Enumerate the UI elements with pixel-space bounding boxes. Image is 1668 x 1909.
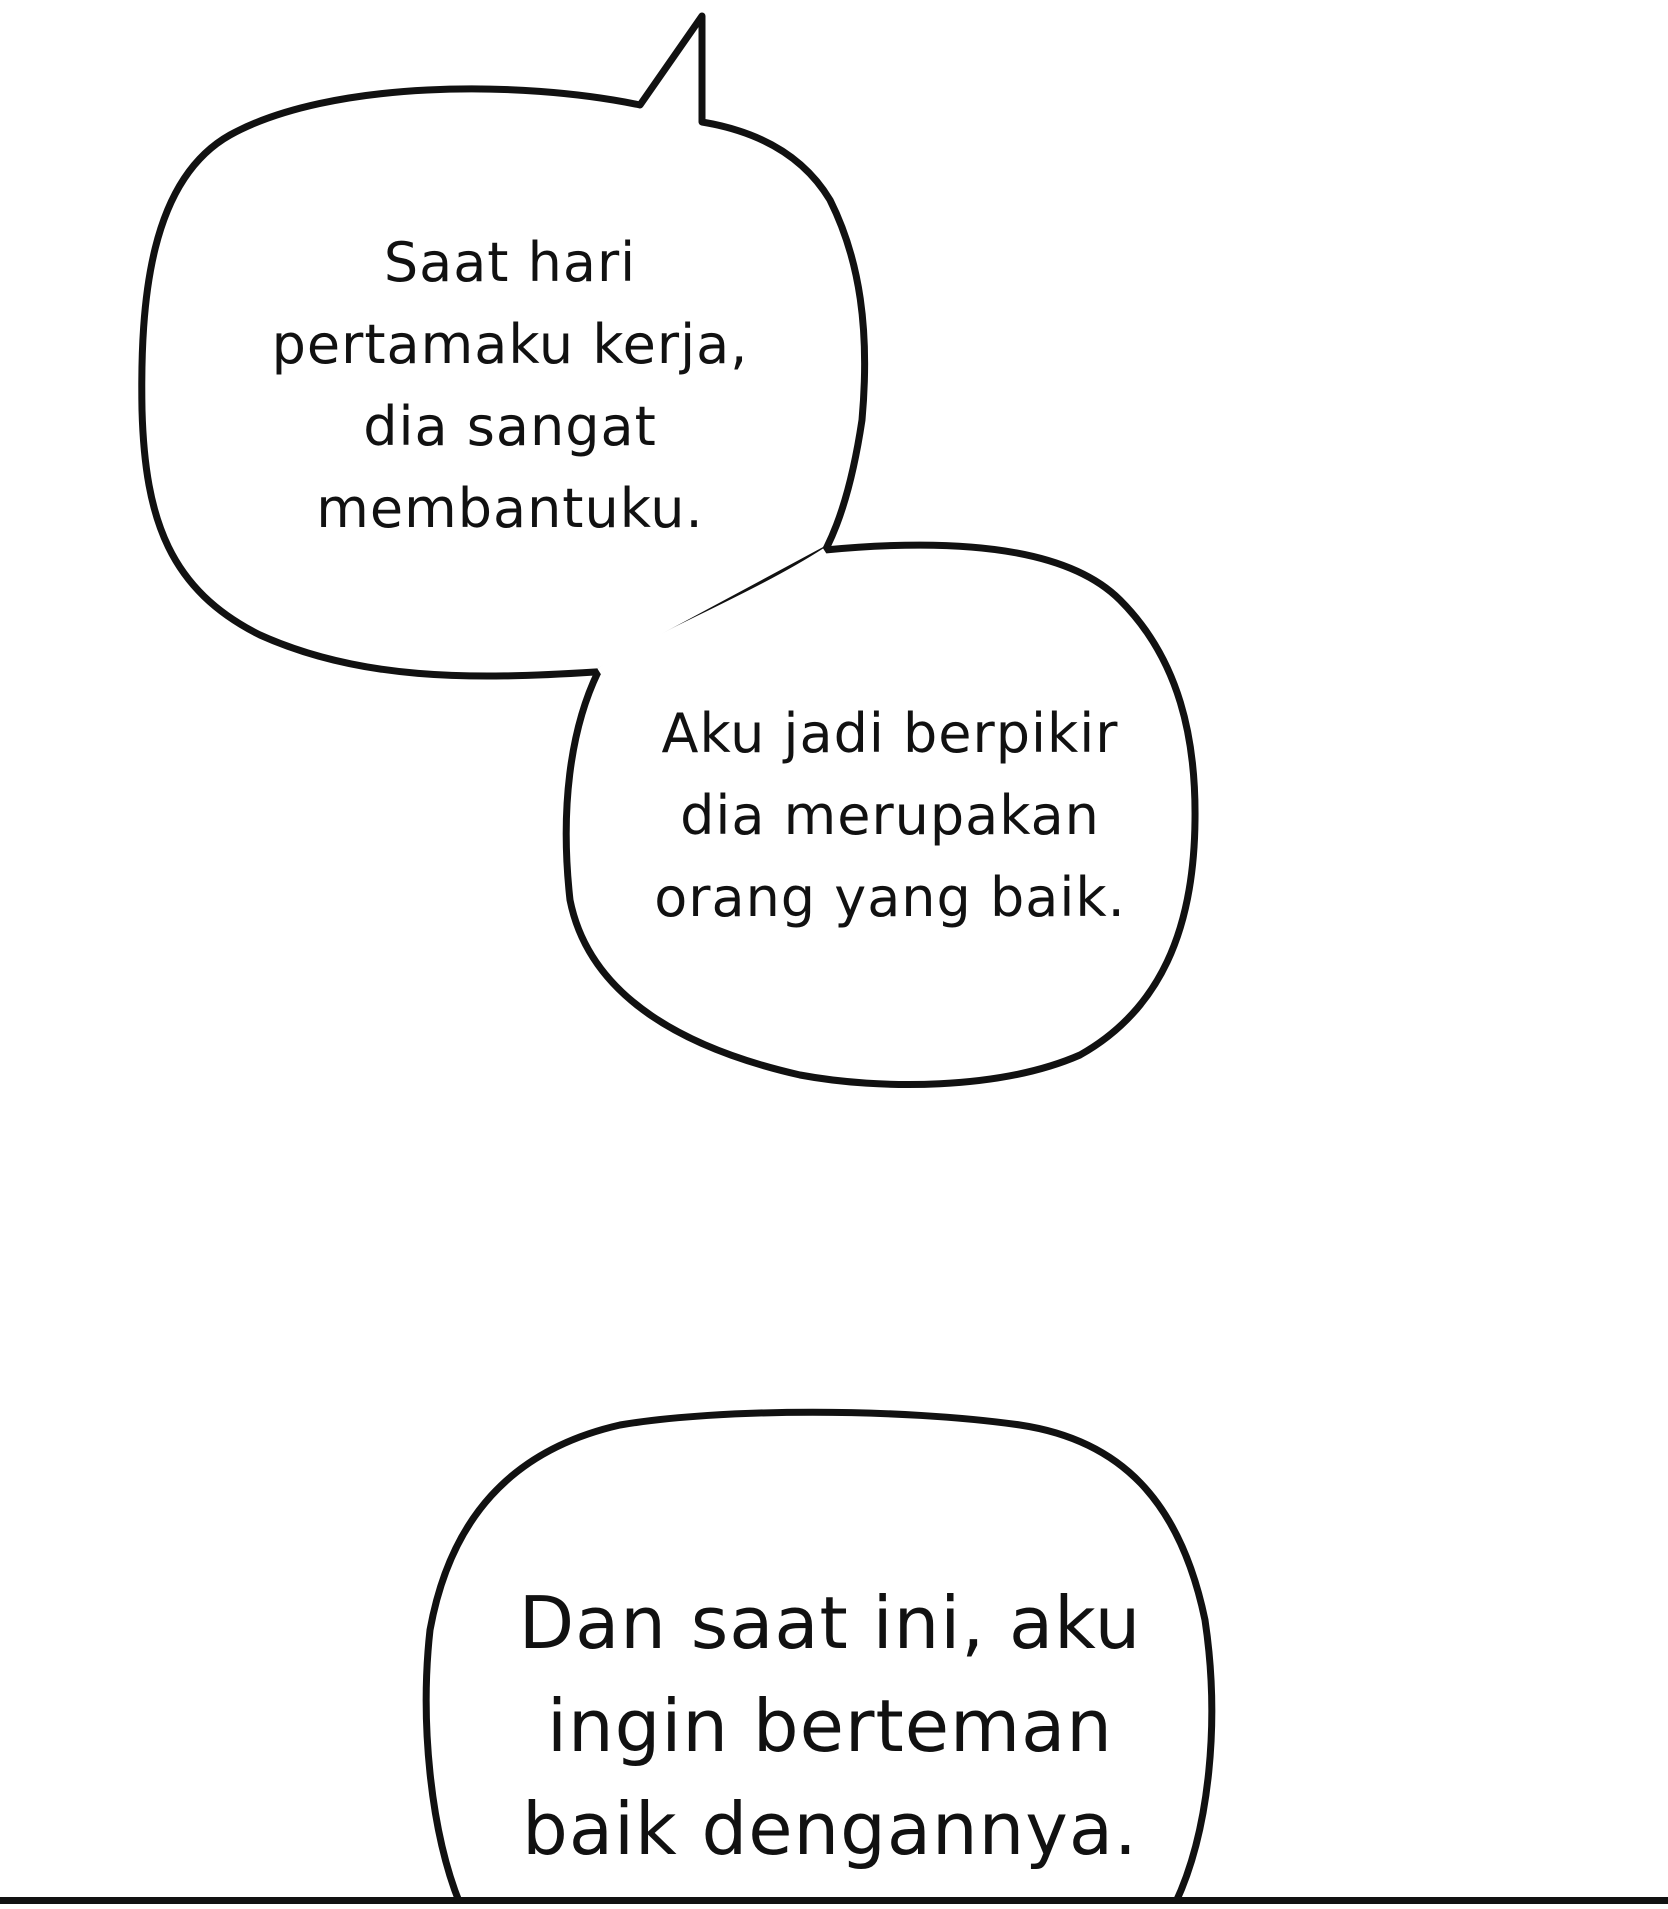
dialogue-line: dia merupakan xyxy=(680,784,1100,847)
dialogue-line: orang yang baik. xyxy=(654,866,1126,929)
dialogue-line: Aku jadi berpikir xyxy=(661,702,1119,765)
dialogue-line: ingin berteman xyxy=(547,1684,1113,1768)
dialogue-line: membantuku. xyxy=(316,477,704,540)
speech-bubble-1-text xyxy=(260,222,760,550)
dialogue-line: pertamaku kerja, xyxy=(271,313,749,376)
dialogue-line: dia sangat xyxy=(363,395,657,458)
speech-bubble-2-text xyxy=(630,693,1150,939)
dialogue-line: Saat hari xyxy=(383,231,637,294)
panel-bottom-border xyxy=(0,1897,1668,1904)
speech-bubble-3-text xyxy=(500,1572,1160,1881)
dialogue-line: Dan saat ini, aku xyxy=(518,1581,1142,1665)
dialogue-line: baik dengannya. xyxy=(522,1787,1138,1871)
